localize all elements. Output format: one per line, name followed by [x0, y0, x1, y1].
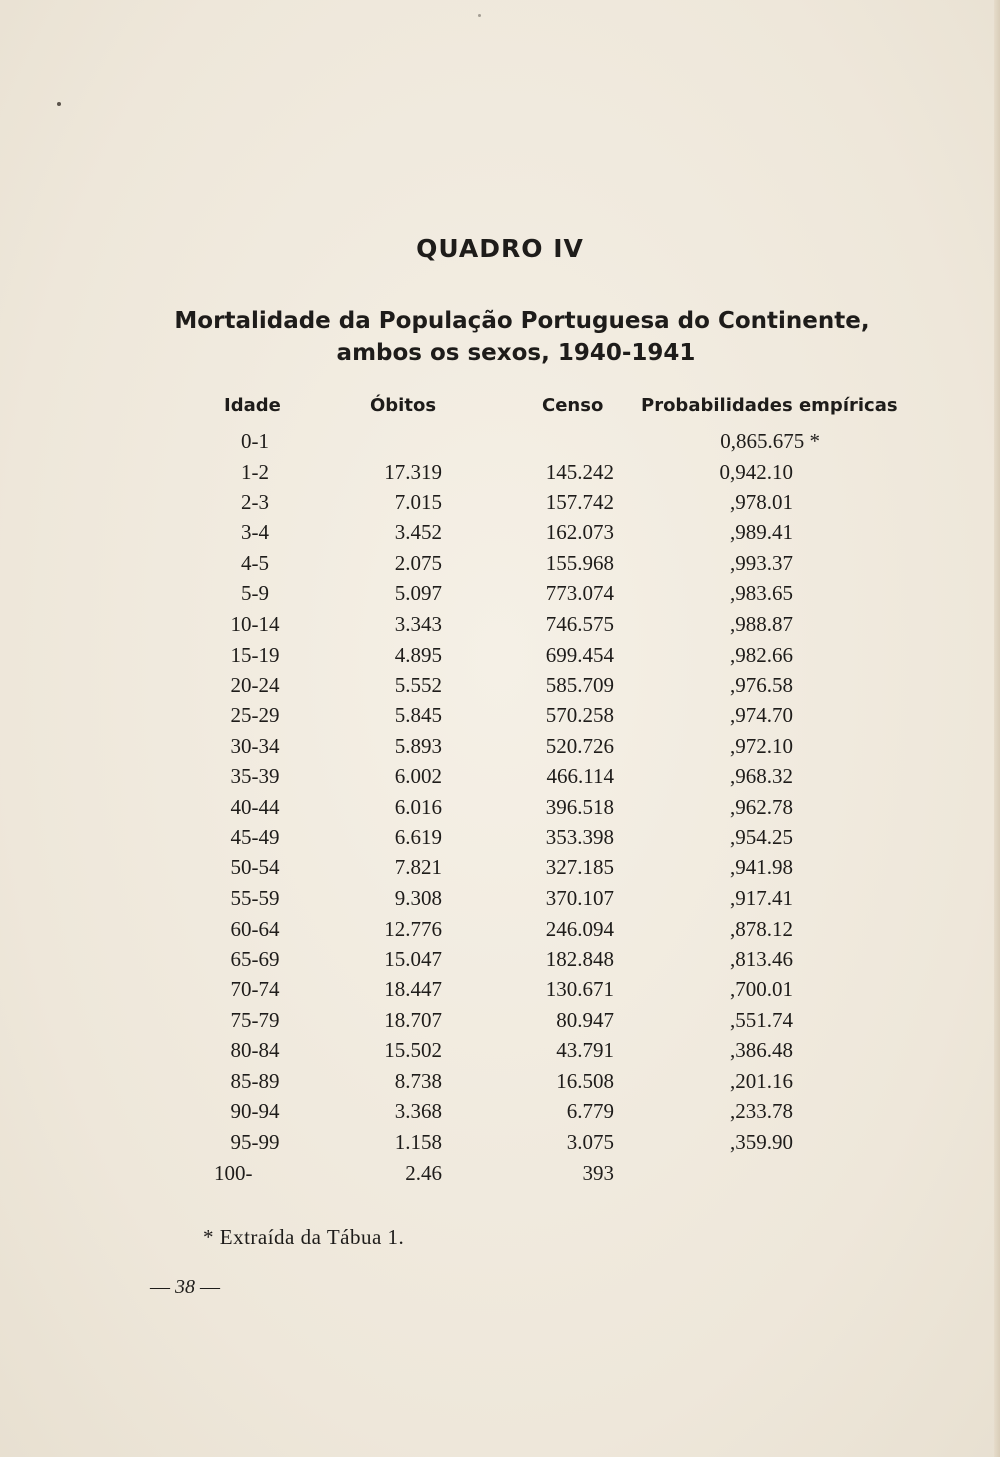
- page-number-prefix: —: [150, 1276, 175, 1298]
- cell-censo: 746.575: [545, 612, 614, 636]
- table-row: [0, 520, 1000, 550]
- table-row: [0, 1069, 1000, 1099]
- footnote: * Extraída da Tábua 1.: [203, 1225, 405, 1249]
- header-probabilidades: Probabilidades empíricas: [641, 395, 898, 416]
- table-row: [0, 581, 1000, 611]
- cell-obitos: 3.368: [394, 1099, 442, 1123]
- cell-idade: 35-39: [230, 764, 280, 788]
- cell-obitos: 5.097: [394, 581, 442, 605]
- cell-obitos: 9.308: [394, 886, 442, 910]
- cell-obitos: 1.158: [394, 1130, 442, 1154]
- cell-censo: 80.947: [556, 1008, 614, 1032]
- cell-probabilidade: ,941.98: [730, 855, 793, 879]
- cell-obitos: 8.738: [394, 1069, 442, 1093]
- table-subtitle-line2: ambos os sexos, 1940-1941: [336, 340, 696, 366]
- table-row: [0, 460, 1000, 490]
- table-row: [0, 825, 1000, 855]
- cell-idade: 100-: [214, 1161, 253, 1185]
- cell-obitos: 2.075: [394, 551, 442, 575]
- cell-obitos: 5.552: [394, 673, 442, 697]
- cell-probabilidade: ,982.66: [730, 643, 793, 667]
- cell-idade: 1-2: [241, 460, 269, 484]
- table-title: QUADRO IV: [416, 234, 584, 263]
- cell-obitos: 18.707: [384, 1008, 442, 1032]
- cell-idade: 3-4: [241, 520, 269, 544]
- cell-censo: 570.258: [545, 703, 614, 727]
- cell-obitos: 15.047: [384, 947, 442, 971]
- cell-probabilidade: ,813.46: [730, 947, 793, 971]
- cell-censo: 370.107: [545, 886, 614, 910]
- table-row: [0, 917, 1000, 947]
- cell-idade: 15-19: [230, 643, 280, 667]
- cell-idade: 65-69: [230, 947, 280, 971]
- table-row: [0, 947, 1000, 977]
- cell-censo: 6.779: [566, 1099, 614, 1123]
- cell-idade: 40-44: [230, 795, 280, 819]
- cell-censo: 353.398: [545, 825, 614, 849]
- cell-idade: 0-1: [241, 429, 269, 453]
- cell-censo: 773.074: [545, 581, 614, 605]
- table-subtitle-line1: Mortalidade da População Portuguesa do Continente,: [174, 308, 870, 334]
- cell-idade: 75-79: [230, 1008, 280, 1032]
- cell-probabilidade: ,988.87: [730, 612, 793, 636]
- cell-obitos: 12.776: [384, 917, 442, 941]
- cell-obitos: 6.619: [394, 825, 442, 849]
- header-idade: Idade: [224, 395, 281, 416]
- table-row: [0, 764, 1000, 794]
- cell-probabilidade: ,700.01: [730, 977, 793, 1001]
- cell-probabilidade: ,962.78: [730, 795, 793, 819]
- cell-obitos: 7.015: [394, 490, 442, 514]
- cell-idade: 4-5: [241, 551, 269, 575]
- cell-censo: 145.242: [545, 460, 614, 484]
- cell-idade: 25-29: [230, 703, 280, 727]
- cell-probabilidade: 0,942.10: [719, 460, 793, 484]
- table-row: [0, 673, 1000, 703]
- cell-obitos: 4.895: [394, 643, 442, 667]
- cell-idade: 70-74: [230, 977, 280, 1001]
- table-row: [0, 977, 1000, 1007]
- cell-obitos: 17.319: [384, 460, 442, 484]
- cell-censo: 393: [582, 1161, 614, 1185]
- cell-censo: 155.968: [545, 551, 614, 575]
- page-number-suffix: —: [195, 1276, 220, 1298]
- cell-obitos: 3.343: [394, 612, 442, 636]
- table-row: [0, 612, 1000, 642]
- header-obitos: Óbitos: [370, 395, 437, 416]
- cell-idade: 2-3: [241, 490, 269, 514]
- table-row: [0, 490, 1000, 520]
- cell-obitos: 6.002: [394, 764, 442, 788]
- ink-speck: [478, 14, 481, 17]
- table-row: [0, 429, 1000, 459]
- cell-obitos: 6.016: [394, 795, 442, 819]
- cell-probabilidade: ,983.65: [730, 581, 793, 605]
- cell-probabilidade: ,878.12: [730, 917, 793, 941]
- table-row: [0, 795, 1000, 825]
- cell-obitos: 3.452: [394, 520, 442, 544]
- cell-idade: 30-34: [230, 734, 280, 758]
- cell-idade: 20-24: [230, 673, 280, 697]
- cell-probabilidade: ,978.01: [730, 490, 793, 514]
- table-row: [0, 1130, 1000, 1160]
- cell-obitos: 5.893: [394, 734, 442, 758]
- cell-probabilidade: ,989.41: [730, 520, 793, 544]
- cell-censo: 3.075: [566, 1130, 614, 1154]
- cell-probabilidade: ,201.16: [730, 1069, 793, 1093]
- cell-idade: 60-64: [230, 917, 280, 941]
- cell-probabilidade: ,233.78: [730, 1099, 793, 1123]
- cell-probabilidade: ,954.25: [730, 825, 793, 849]
- cell-idade: 85-89: [230, 1069, 280, 1093]
- cell-probabilidade: ,974.70: [730, 703, 793, 727]
- table-row: [0, 1038, 1000, 1068]
- cell-idade: 45-49: [230, 825, 280, 849]
- cell-probabilidade: ,976.58: [730, 673, 793, 697]
- cell-censo: 246.094: [545, 917, 614, 941]
- cell-censo: 466.114: [546, 764, 614, 788]
- cell-censo: 162.073: [545, 520, 614, 544]
- cell-probabilidade: 0,865.675 *: [720, 429, 820, 453]
- cell-censo: 396.518: [545, 795, 614, 819]
- cell-censo: 157.742: [545, 490, 614, 514]
- cell-probabilidade: ,972.10: [730, 734, 793, 758]
- cell-probabilidade: ,386.48: [730, 1038, 793, 1062]
- cell-obitos: 18.447: [384, 977, 442, 1001]
- cell-censo: 182.848: [545, 947, 614, 971]
- header-censo: Censo: [542, 395, 604, 416]
- cell-idade: 80-84: [230, 1038, 280, 1062]
- table-row: [0, 855, 1000, 885]
- page-number-value: 38: [175, 1276, 195, 1298]
- cell-probabilidade: ,968.32: [730, 764, 793, 788]
- cell-obitos: 15.502: [384, 1038, 442, 1062]
- cell-censo: 520.726: [545, 734, 614, 758]
- cell-censo: 585.709: [545, 673, 614, 697]
- cell-obitos: 7.821: [394, 855, 442, 879]
- cell-censo: 130.671: [545, 977, 614, 1001]
- cell-probabilidade: ,993.37: [730, 551, 793, 575]
- table-row: [0, 643, 1000, 673]
- cell-idade: 50-54: [230, 855, 280, 879]
- cell-idade: 10-14: [230, 612, 280, 636]
- table-row: [0, 886, 1000, 916]
- page-number: [150, 1276, 220, 1299]
- table-row: [0, 703, 1000, 733]
- table-row: [0, 1099, 1000, 1129]
- cell-idade: 5-9: [241, 581, 269, 605]
- table-row: [0, 1161, 1000, 1191]
- cell-probabilidade: ,551.74: [730, 1008, 793, 1032]
- cell-censo: 327.185: [545, 855, 614, 879]
- cell-censo: 43.791: [556, 1038, 614, 1062]
- cell-probabilidade: ,359.90: [730, 1130, 793, 1154]
- table-row: [0, 1008, 1000, 1038]
- cell-obitos: 2.46: [405, 1161, 442, 1185]
- cell-censo: 699.454: [545, 643, 614, 667]
- cell-idade: 95-99: [230, 1130, 280, 1154]
- cell-censo: 16.508: [556, 1069, 614, 1093]
- cell-idade: 90-94: [230, 1099, 280, 1123]
- cell-idade: 55-59: [230, 886, 280, 910]
- ink-speck: [57, 102, 61, 106]
- cell-obitos: 5.845: [394, 703, 442, 727]
- cell-probabilidade: ,917.41: [730, 886, 793, 910]
- table-row: [0, 734, 1000, 764]
- table-row: [0, 551, 1000, 581]
